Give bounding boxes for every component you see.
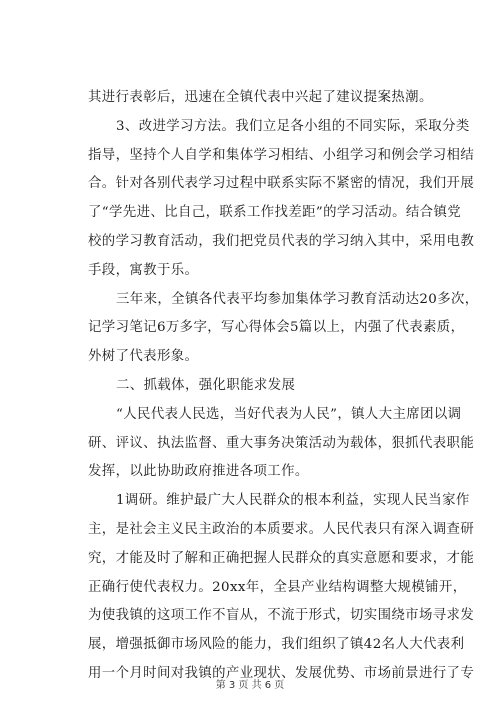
text-line: 展，增强抵御市场风险的能力，我们组织了镇42名人大代表利 [88, 637, 465, 653]
text-line: 校的学习教育活动，我们把党员代表的学习纳入其中，采用电教 [88, 233, 475, 249]
text-line: 研、评议、执法监督、重大事务决策活动为载体，狠抓代表职能 [88, 435, 475, 451]
text-line: 为使我镇的这项工作不盲从，不流于形式，切实围绕市场寻求发 [88, 608, 475, 624]
text-line: “人民代表人民选，当好代表为人民”，镇人大主席团以调 [116, 406, 462, 422]
text-line: 3、改进学习方法。我们立足各小组的不同实际，采取分类 [116, 118, 470, 134]
text-line: 合。针对各别代表学习过程中联系实际不紧密的情况，我们开展 [88, 176, 475, 192]
text-line: 发挥，以此协助政府推进各项工作。 [88, 464, 309, 480]
text-line: 三年来，全镇各代表平均参加集体学习教育活动达20多次， [116, 291, 479, 307]
text-line: 了“学先进、比自己，联系工作找差距”的学习活动。结合镇党 [88, 205, 462, 221]
text-line: 其进行表彰后，迅速在全镇代表中兴起了建议提案热潮。 [88, 90, 433, 105]
text-line: 指导，坚持个人自学和集体学习相结、小组学习和例会学习相结 [88, 147, 475, 163]
text-line: 主，是社会主义民主政治的本质要求。人民代表只有深入调查研 [88, 521, 475, 537]
page-number-footer: 第 3 页 共 6 页 [215, 680, 285, 691]
text-line: 1调研。维护最广大人民群众的根本利益，实现人民当家作 [116, 493, 470, 509]
section-heading: 二、抓载体，强化职能求发展 [116, 377, 296, 393]
text-line: 外树了代表形象。 [88, 349, 199, 365]
text-line: 究，才能及时了解和正确把握人民群众的真实意愿和要求，才能 [88, 550, 475, 566]
text-line: 用一个月时间对我镇的产业现状、发展优势、市场前景进行了专 [88, 665, 475, 681]
text-line: 记学习笔记6万多字，写心得体会5篇以上，内强了代表素质， [88, 320, 465, 336]
text-line: 手段，寓教于乐。 [88, 262, 199, 278]
text-line: 正确行使代表权力。20xx年，全县产业结构调整大规模铺开， [88, 579, 467, 595]
document-body [88, 84, 479, 689]
